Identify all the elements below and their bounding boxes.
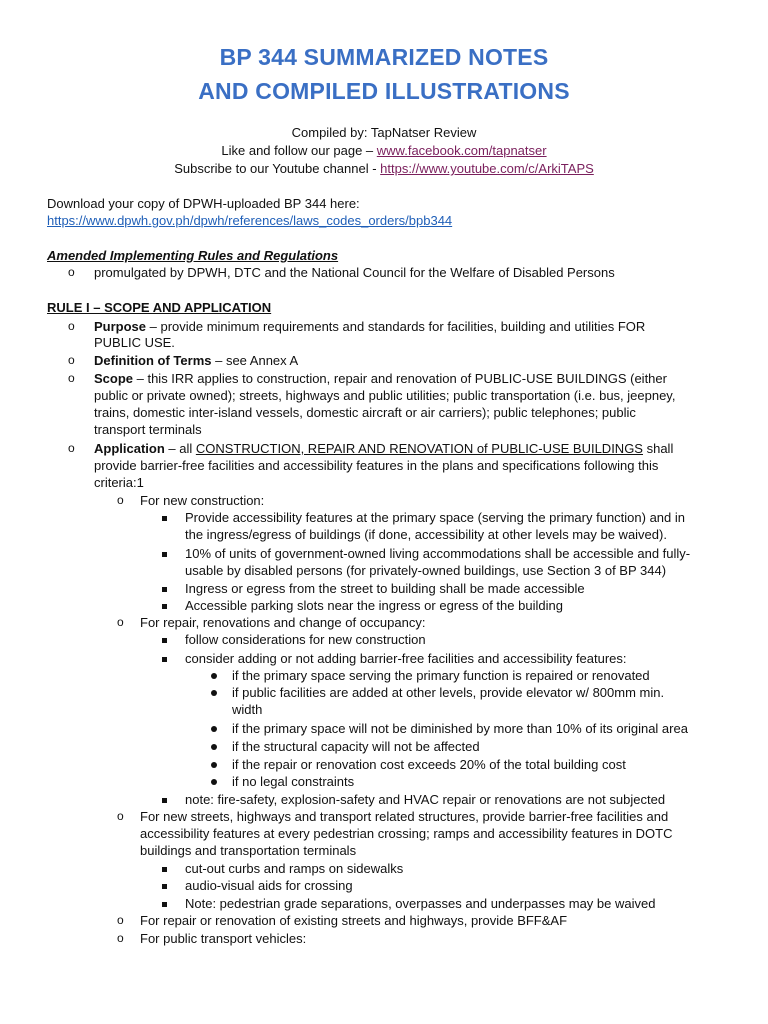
bullet-o: o [117,913,124,927]
transport-vehicles-line: For public transport vehicles: [140,931,307,946]
application-line-3: criteria:1 [94,475,144,490]
bullet-o: o [68,441,75,455]
repair-sub-3: if the primary space will not be diminished by more than 10% of its original area [232,721,688,736]
new-construction-heading: For new construction: [140,493,265,508]
bullet-o: o [117,615,124,629]
bullet-square [162,877,167,894]
bullet-square [162,580,167,597]
nc-item-2-line-2: usable by disabled persons (for privately-owned buildings, use Section 3 of BP 344) [185,563,667,578]
document-title-line-2: AND COMPILED ILLUSTRATIONS [198,78,570,104]
scope-text: – this IRR applies to construction, repair and renovation of PUBLIC-USE BUILDINGS (either [133,371,667,386]
bullet-square [162,597,167,614]
repair-sub-2-line-2: width [232,702,263,717]
bullet-square [162,650,167,667]
repair-sub-1: if the primary space serving the primary function is repaired or renovated [232,668,650,683]
bullet-o: o [68,265,75,279]
streets-line-3: buildings and transportation terminals [140,843,357,858]
bullet-dot [211,773,217,790]
compiled-by: Compiled by: TapNatser Review [291,125,477,140]
bullet-square [162,895,167,912]
bullet-dot [211,738,217,755]
dpwh-download-link[interactable]: https://www.dpwh.gov.ph/dpwh/references/laws_codes_orders/bpb344 [47,213,453,228]
rule-1-heading: RULE I – SCOPE AND APPLICATION [47,300,272,315]
application-label: Application [94,441,165,456]
purpose-line-1 [94,318,645,335]
scope-line-4: transport terminals [94,422,202,437]
scope-line-3: trains, domestic inter-island vessels, domestic aircraft or air carriers); public telephones; public [94,405,636,420]
youtube-link[interactable]: https://www.youtube.com/c/ArkiTAPS [380,161,594,176]
repair-sub-4: if the structural capacity will not be affected [232,739,480,754]
bullet-o: o [117,809,124,823]
facebook-link[interactable]: www.facebook.com/tapnatser [376,143,547,158]
bullet-o: o [68,353,75,367]
existing-streets-line: For repair or renovation of existing streets and highways, provide BFF&AF [140,913,568,928]
purpose-text: – provide minimum requirements and standards for facilities, building and utilities FOR [146,319,646,334]
youtube-prefix: Subscribe to our Youtube channel - [174,161,381,176]
nc-item-4: Accessible parking slots near the ingress or egress of the building [185,598,563,613]
nc-item-1-line-1: Provide accessibility features at the primary space (serving the primary function) and in [185,510,685,525]
repair-sub-5: if the repair or renovation cost exceeds 20% of the total building cost [232,757,626,772]
facebook-prefix: Like and follow our page – [221,143,377,158]
scope-line-1 [94,370,667,387]
nc-item-3: Ingress or egress from the street to building shall be made accessible [185,581,585,596]
application-line-2: provide barrier-free facilities and accessibility features in the plans and specifications following this [94,458,659,473]
repair-note: note: fire-safety, explosion-safety and HVAC repair or renovations are not subjected [185,792,666,807]
bullet-o: o [68,371,75,385]
streets-item-1: cut-out curbs and ramps on sidewalks [185,861,404,876]
purpose-line-2: PUBLIC USE. [94,335,175,350]
bullet-square [162,509,167,526]
bullet-o: o [68,319,75,333]
scope-line-2: public or private owned); streets, highways and public utilities; public transportation (i.e. bus, jeepney, [94,388,676,403]
nc-item-2-line-1: 10% of units of government-owned living accommodations shall be accessible and fully- [185,546,691,561]
repair-sub-2-line-1: if public facilities are added at other levels, provide elevator w/ 800mm min. [232,685,665,700]
bullet-dot [211,756,217,773]
bullet-dot [211,684,217,701]
document-title-line-1: BP 344 SUMMARIZED NOTES [219,44,549,70]
definition-label: Definition of Terms [94,353,212,368]
application-mid: – all [164,441,196,456]
streets-line-1: For new streets, highways and transport related structures, provide barrier-free facilities and [140,809,669,824]
definition-text: – see Annex A [211,353,299,368]
bullet-square [162,860,167,877]
repair-heading: For repair, renovations and change of occupancy: [140,615,426,630]
nc-item-1-line-2: the ingress/egress of buildings (if done, accessibility at other levels may be waived). [185,527,667,542]
streets-item-3: Note: pedestrian grade separations, overpasses and underpasses may be waived [185,896,656,911]
bullet-o: o [117,931,124,945]
amended-irr-item: promulgated by DPWH, DTC and the National Council for the Welfare of Disabled Persons [94,265,615,280]
download-text: Download your copy of DPWH-uploaded BP 344 here: [47,196,360,211]
youtube-line [0,161,768,176]
bullet-square [162,791,167,808]
application-emphasis: CONSTRUCTION, REPAIR AND RENOVATION of PUBLIC-USE BUILDINGS [195,441,643,456]
repair-item-1: follow considerations for new construction [185,632,426,647]
streets-item-2: audio-visual aids for crossing [185,878,353,893]
bullet-square [162,545,167,562]
streets-line-2: accessibility features at every pedestrian crossing; ramps and accessibility features in DOTC [140,826,673,841]
definition-line [94,352,298,369]
application-line-1 [94,440,673,457]
bullet-dot [211,667,217,684]
scope-label: Scope [94,371,134,386]
bullet-o: o [117,493,124,507]
application-tail: shall [642,441,674,456]
facebook-line [0,143,768,158]
repair-sub-6: if no legal constraints [232,774,355,789]
amended-irr-heading: Amended Implementing Rules and Regulations [47,248,339,263]
repair-item-2: consider adding or not adding barrier-free facilities and accessibility features: [185,651,627,666]
bullet-dot [211,720,217,737]
purpose-label: Purpose [94,319,147,334]
bullet-square [162,631,167,648]
